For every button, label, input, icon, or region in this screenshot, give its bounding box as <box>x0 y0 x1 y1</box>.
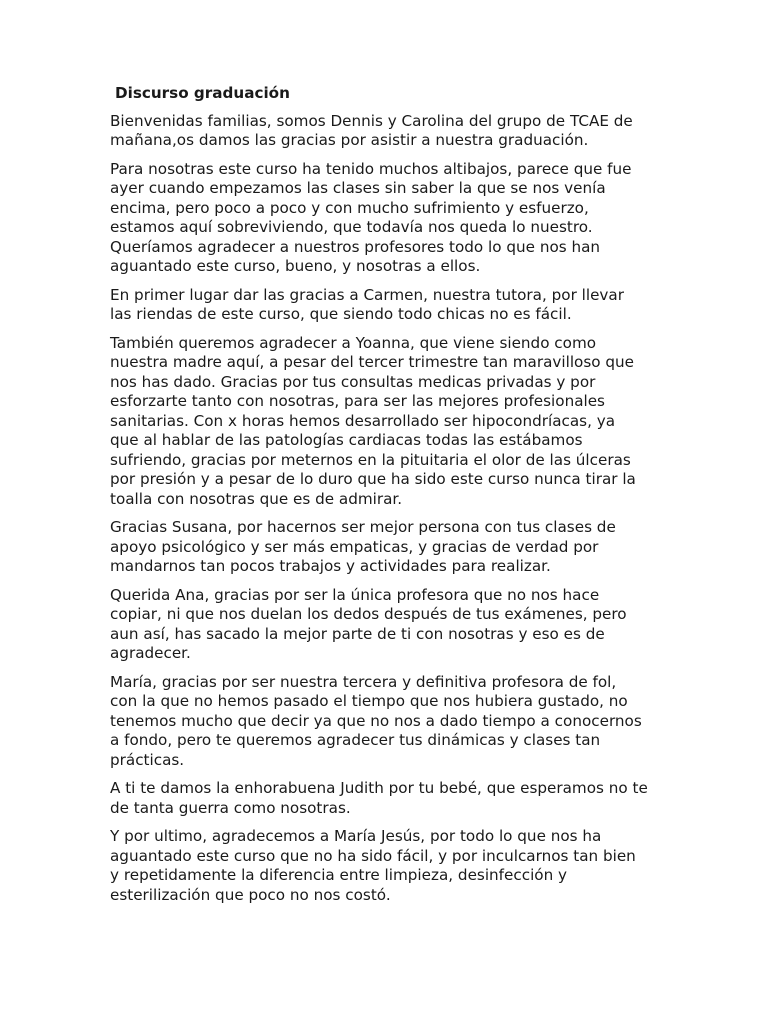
paragraph-ana: Querida Ana, gracias por ser la única profesora que no nos hace copiar, ni que nos duelan los dedos después de tus exámenes, pero aun así, has sacado la mejor parte de ti con nosotras y eso es de agradecer. <box>110 585 627 662</box>
document-page <box>110 84 670 914</box>
paragraph-course-reflection: Para nosotras este curso ha tenido muchos altibajos, parece que fue ayer cuando empezamos las clases sin saber la que se nos venía encima, pero poco a poco y con mucho sufrimiento y esfuerzo, estamos aquí sobreviviendo, que todavía nos queda lo nuestro. Queríamos agradecer a nuestros profesores todo lo que nos han aguantado este curso, bueno, y nosotras a ellos. <box>110 159 632 275</box>
paragraph-yoanna: También queremos agradecer a Yoanna, que viene siendo como nuestra madre aquí, a pesar del tercer trimestre tan maravilloso que nos has dado. Gracias por tus consultas medicas privadas y por esforzarte tanto con nosotras, para ser las mejores profesionales sanitarias. Con x horas hemos desarrollado ser hipocondríacas, ya que al hablar de las patologías cardiacas todas las estábamos sufriendo, gracias por meternos en la pituitaria el olor de las úlceras por presión y a pesar de lo duro que ha sido este curso nunca tirar la toalla con nosotras que es de admirar. <box>110 333 636 508</box>
paragraph-carmen: En primer lugar dar las gracias a Carmen, nuestra tutora, por llevar las riendas de este curso, que siendo todo chicas no es fácil. <box>110 285 624 323</box>
paragraph-judith: A ti te damos la enhorabuena Judith por tu bebé, que esperamos no te de tanta guerra como nosotras. <box>110 779 648 817</box>
paragraph-maria-jesus: Y por ultimo, agradecemos a María Jesús, por todo lo que nos ha aguantado este curso que no ha sido fácil, y por inculcarnos tan bien y repetidamente la diferencia entre limpieza, desinfección y esterilización que poco no nos costó. <box>110 827 636 904</box>
paragraph-susana: Gracias Susana, por hacernos ser mejor persona con tus clases de apoyo psicológico y ser más empaticas, y gracias de verdad por mandarnos tan pocos trabajos y actividades para realizar. <box>110 518 616 575</box>
paragraph-welcome: Bienvenidas familias, somos Dennis y Carolina del grupo de TCAE de mañana,os damos las gracias por asistir a nuestra graduación. <box>110 111 633 149</box>
paragraph-maria: María, gracias por ser nuestra tercera y definitiva profesora de fol, con la que no hemos pasado el tiempo que nos hubiera gustado, no tenemos mucho que decir ya que no nos a dado tiempo a conocernos a fondo, pero te queremos agradecer tus dinámicas y clases tan prácticas. <box>110 672 642 769</box>
document-title: Discurso graduación <box>115 84 290 102</box>
